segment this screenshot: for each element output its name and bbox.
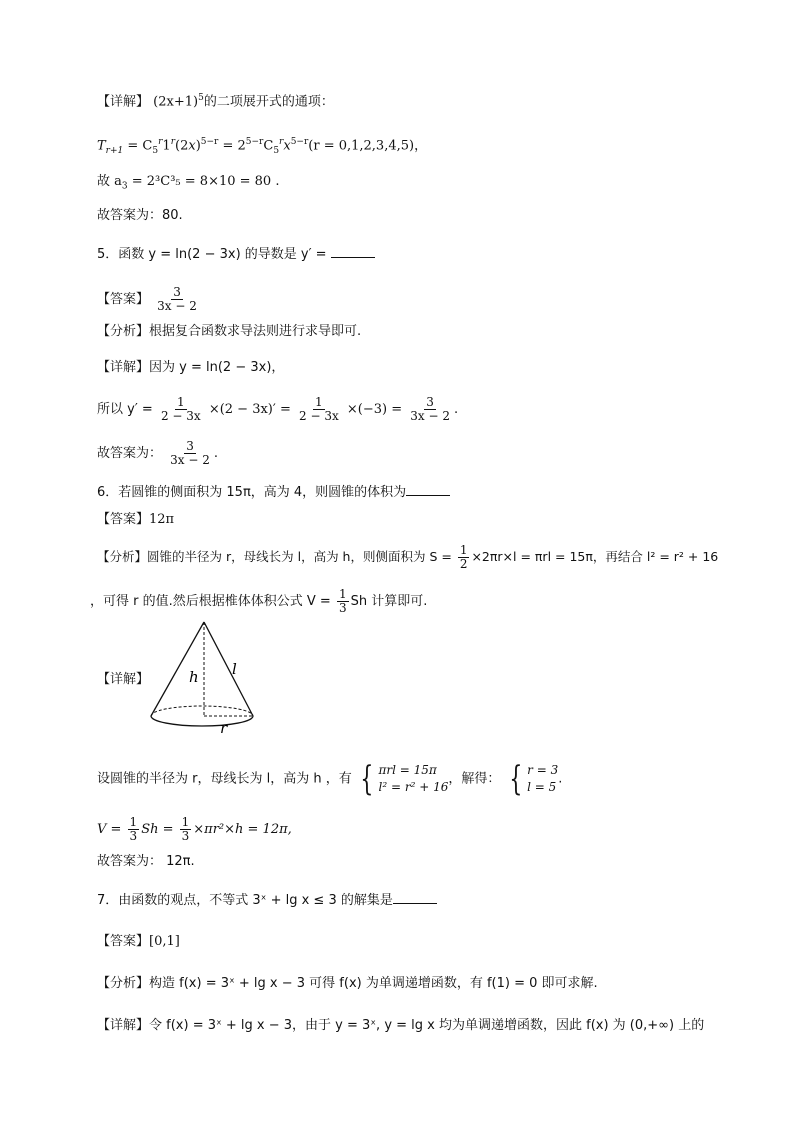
q7-detail-text: 令 f(x) = 3ˣ + lg x − 3，由于 y = 3ˣ, y = lg x 均为单调递增函数，因此 f(x) 为 (0,+∞) 上的 [149, 1018, 705, 1033]
detail-tag: 【详解】 [97, 94, 150, 110]
q5-derivative-mid-1: ×(2 − 3x)′ = [208, 402, 295, 417]
q6-volume-fraction-2: $\frac{1}{3}$ [181, 815, 190, 843]
q6-system-line: 设圆锥的半径为 r，母线长为 l，高为 h ，有 { πrl = 15π l² = r² + 16 ，解得： { r = 3 l = 5 . [97, 759, 563, 799]
q4-exponent: 5 [198, 93, 204, 103]
q6-half-fraction: $\frac{1}{2}$ [459, 543, 468, 571]
q4-general-term: $T_{r+1} = C_5^r1^r(2x)^{5-r} = 2^{5-r}C_5^rx^{5-r}(r = 0,1,2,3,4,5)$， [97, 137, 428, 156]
q5-analysis-line [97, 322, 361, 342]
q6-equation-system: { πrl = 15π l² = r² + 16 [360, 759, 449, 799]
q6-volume-fraction-1: $\frac{1}{3}$ [129, 815, 138, 843]
q5-stem [97, 244, 375, 265]
q7-analysis-text: 构造 f(x) = 3ˣ + lg x − 3 可得 f(x) 为单调递增函数，有 f(1) = 0 即可求解. [149, 976, 598, 991]
cone-diagram [145, 616, 260, 741]
q7-answer-line [97, 932, 180, 952]
cone-base-front-arc [151, 716, 253, 726]
cone-right-slant [204, 622, 253, 716]
detail-tag: 【详解】 [97, 672, 150, 687]
q6-final-answer: 故答案为： 12π. [97, 854, 195, 869]
q7-answer-value: [0,1] [149, 934, 180, 949]
q6-volume-prefix: V = [97, 822, 126, 837]
q5-fraction-1: $\frac{1}{2 - 3x}$ [160, 395, 201, 423]
q6-answer-line [97, 510, 174, 530]
answer-blank [393, 890, 437, 904]
q6-volume-mid: Sh = [141, 822, 178, 837]
q5-detail-text: 因为 y = ln(2 − 3x)， [149, 360, 285, 375]
q6-solve-text: ，解得： [448, 771, 501, 787]
q6-solution-system: { r = 3 l = 5 [508, 759, 559, 799]
q4-a3-line: 故 $a_3 = 2^3C^3_5 = 8\times 10 = 80$ . [97, 174, 280, 192]
q6-volume-line [97, 816, 292, 843]
q6-volume-tail: ×πr²×h = 12π, [193, 822, 292, 837]
q5-stem-text: 5．函数 y = ln(2 − 3x) 的导数是 y′ = [97, 247, 331, 262]
detail-tag: 【详解】 [97, 1018, 150, 1033]
q5-detail-line [97, 358, 284, 378]
cone-label-h: h [189, 668, 199, 686]
q5-derivative-mid-2: ×(−3) = [346, 402, 407, 417]
q6-third-fraction: $\frac{1}{3}$ [338, 587, 347, 615]
q7-stem-text: 7．由函数的观点，不等式 3ˣ + lg x ≤ 3 的解集是 [97, 893, 393, 908]
q4-detail-line [97, 88, 334, 112]
q4-final-answer: 故答案为：80. [97, 208, 183, 223]
cone-label-l: l [232, 660, 237, 678]
a3-prefix: 故 a [97, 174, 122, 189]
q6-stem-text: 6．若圆锥的侧面积为 15π，高为 4，则圆锥的体积为 [97, 485, 407, 500]
analysis-tag: 【分析】 [97, 549, 148, 564]
q6-stem [97, 482, 450, 503]
q4-binomial: (2x+1) [153, 94, 199, 110]
cone-base-back-arc [151, 706, 253, 716]
answer-tag: 【答案】 [97, 292, 150, 307]
q5-derivative-line: 所以 y′ = $\frac{1}{2 - 3x}$ ×(2 − 3x)′ = $\frac{1}{2 - 3x}$ ×(−3) = $\frac{3}{3x - 2}$ . [97, 395, 459, 423]
q5-analysis-text: 根据复合函数求导法则进行求导即可. [149, 324, 362, 339]
q6-analysis-line [97, 544, 718, 571]
answer-tag: 【答案】 [97, 512, 150, 527]
answer-tag: 【答案】 [97, 934, 150, 949]
answer-blank [406, 482, 450, 496]
analysis-tag: 【分析】 [97, 976, 150, 991]
q7-analysis-line [97, 974, 598, 994]
q5-answer-fraction: $\frac{3}{3x - 2}$ [157, 285, 197, 313]
q6-answer-value: 12π [149, 512, 175, 527]
q5-fraction-2: $\frac{1}{2 - 3x}$ [299, 395, 339, 423]
a3-value: = 2³C³₅ = 8×10 = 80 . [127, 174, 280, 189]
general-term-symbol: T [97, 138, 106, 154]
q5-derivative-prefix: 所以 y′ = [97, 402, 157, 417]
q5-final-prefix: 故答案为： [97, 446, 163, 461]
q6-analysis-part-b: ×2πr×l = πrl = 15π，再结合 l² = r² + 16 [471, 549, 719, 564]
q6-analysis-part-d: Sh 计算即可. [350, 594, 428, 609]
detail-tag: 【详解】 [97, 360, 150, 375]
q6-analysis-part-c: ，可得 r 的值.然后根据椎体体积公式 V = [90, 594, 335, 609]
general-term-range: (r = 0,1,2,3,4,5)， [308, 138, 428, 154]
q6-analysis-part-a: 圆锥的半径为 r，母线长为 l，高为 h，则侧面积为 S = [147, 549, 456, 564]
q5-final-fraction: $\frac{3}{3x - 2}$ [170, 439, 210, 467]
answer-blank [331, 244, 375, 258]
q6-analysis-line-2 [90, 588, 427, 615]
q6-setup-text: 设圆锥的半径为 r，母线长为 l，高为 h ，有 [97, 771, 352, 787]
analysis-tag: 【分析】 [97, 324, 150, 339]
q6-detail-tag-line [97, 670, 149, 690]
q5-answer-line [97, 286, 201, 313]
general-term-rest: = C [123, 138, 153, 154]
q5-final-line: 故答案为： $\frac{3}{3x - 2}$ . [97, 439, 219, 467]
q7-detail-line [97, 1016, 704, 1036]
q5-fraction-3: $\frac{3}{3x - 2}$ [410, 395, 450, 423]
cone-label-r: r [220, 719, 228, 737]
q4-detail-text: 的二项展开式的通项： [203, 94, 334, 110]
q7-stem [97, 890, 437, 911]
